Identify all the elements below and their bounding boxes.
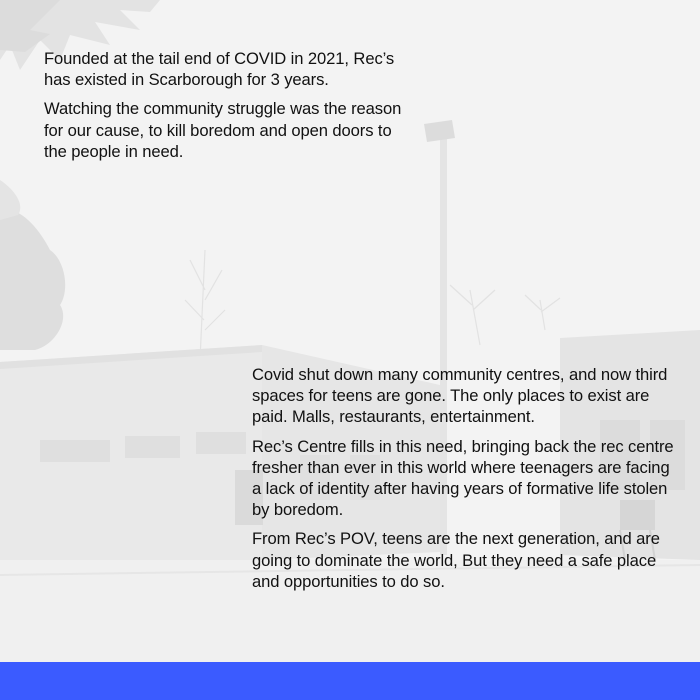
intro-paragraph-founded: Founded at the tail end of COVID in 2021, Rec’s has existed in Scarborough for 3 years. [44, 49, 395, 90]
details-paragraph-pov: From Rec’s POV, teens are the next generation, and are going to dominate the world, But they need a safe place and opportunities to do so. [252, 529, 660, 591]
intro-paragraph-cause: Watching the community struggle was the reason for our cause, to kill boredom and open doors to the people in need. [44, 99, 402, 161]
accent-footer-bar [0, 662, 700, 700]
details-text-block [252, 364, 677, 600]
details-paragraph-centre: Rec’s Centre fills in this need, bringing back the rec centre fresher than ever in this world where teenagers are facing a lack of identity after having years of formative life stolen by boredom. [252, 436, 674, 520]
intro-text-block [44, 48, 414, 170]
details-paragraph-covid: Covid shut down many community centres, and now third spaces for teens are gone. The only places to exist are paid. Malls, restaurants, entertainment. [252, 365, 668, 427]
